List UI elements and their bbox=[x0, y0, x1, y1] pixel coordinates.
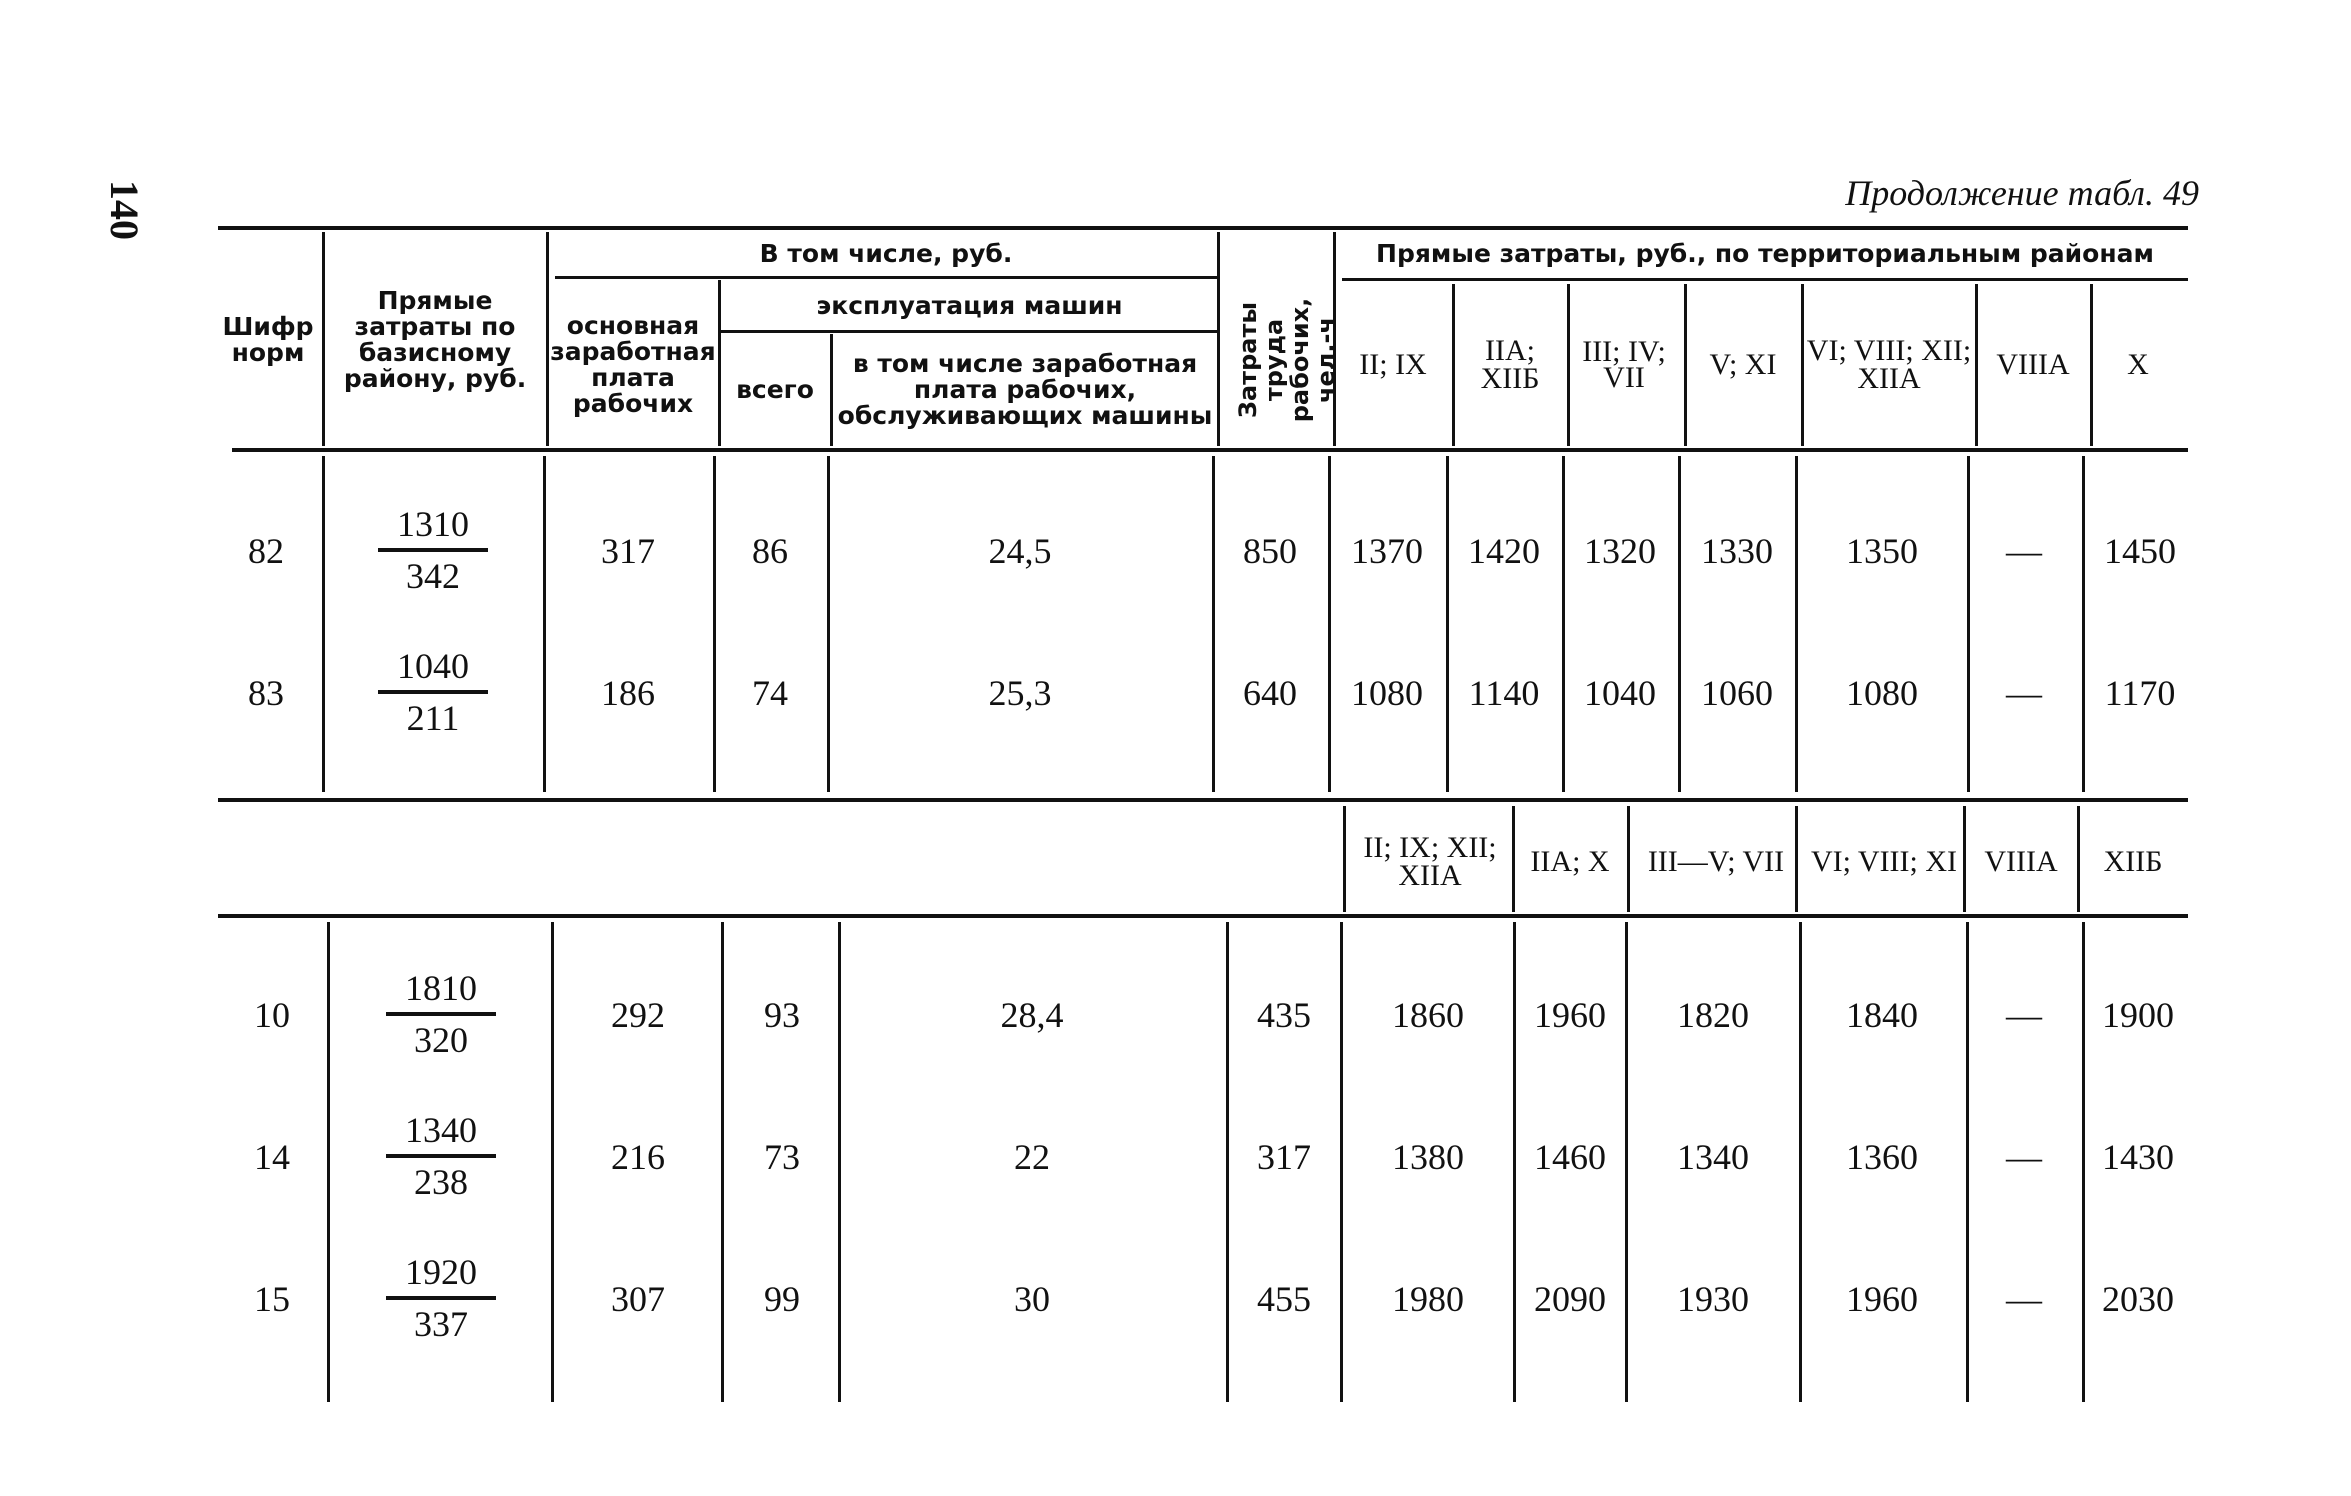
fraction-numerator: 1340 bbox=[386, 1108, 496, 1158]
header-total: всего bbox=[736, 375, 814, 404]
rule bbox=[1567, 284, 1570, 446]
cell-machine-wage: 22 bbox=[1014, 1137, 1050, 1177]
cell-region: 1900 bbox=[2102, 995, 2174, 1035]
cell-total: 73 bbox=[764, 1137, 800, 1177]
rule bbox=[1343, 806, 1346, 912]
cell-region: — bbox=[2006, 531, 2042, 571]
cell-region: 1460 bbox=[1534, 1137, 1606, 1177]
header-including: В том числе, руб. bbox=[759, 239, 1013, 268]
cell-code: 14 bbox=[254, 1137, 290, 1177]
cell-region: 1860 bbox=[1392, 995, 1464, 1035]
cell-labor: 455 bbox=[1257, 1279, 1311, 1319]
cell-code: 83 bbox=[248, 673, 284, 713]
rule bbox=[1342, 278, 2188, 281]
region-header: VI; VIII; XII; XIIA bbox=[1806, 334, 1972, 395]
rule bbox=[713, 456, 716, 792]
fraction-numerator: 1920 bbox=[386, 1250, 496, 1300]
cell-direct-cost bbox=[378, 502, 488, 600]
region-header: III—V; VII bbox=[1647, 845, 1785, 878]
cell-direct-cost bbox=[386, 1108, 496, 1206]
cell-region: 1840 bbox=[1846, 995, 1918, 1035]
rule bbox=[551, 922, 554, 1402]
cell-basic-wage: 292 bbox=[611, 995, 665, 1035]
header-code: Шифр норм bbox=[222, 312, 314, 367]
header-bottom-rule bbox=[232, 448, 2188, 452]
header-machine-operation: эксплуатация машин bbox=[816, 291, 1123, 320]
cell-region: 1320 bbox=[1584, 531, 1656, 571]
rule bbox=[1562, 456, 1565, 792]
region-header: II; IX; XII; XIIA bbox=[1363, 831, 1497, 892]
region-header: V; XI bbox=[1709, 348, 1777, 381]
header-labor: Затраты труда рабочих, чел.-ч bbox=[1234, 297, 1340, 423]
region-header: VIIIA bbox=[1984, 845, 2058, 878]
cell-region: 1080 bbox=[1351, 673, 1423, 713]
fraction-numerator: 1810 bbox=[386, 966, 496, 1016]
cell-region: 1060 bbox=[1701, 673, 1773, 713]
cell-total: 93 bbox=[764, 995, 800, 1035]
cell-region: 1430 bbox=[2102, 1137, 2174, 1177]
cell-region: 2090 bbox=[1534, 1279, 1606, 1319]
cell-labor: 850 bbox=[1243, 531, 1297, 571]
cell-region: 1370 bbox=[1351, 531, 1423, 571]
cell-region: 1330 bbox=[1701, 531, 1773, 571]
fraction-denominator: 320 bbox=[414, 1020, 468, 1060]
cell-region: 1140 bbox=[1468, 673, 1540, 713]
cell-region: 1960 bbox=[1534, 995, 1606, 1035]
cell-region: 1820 bbox=[1677, 995, 1749, 1035]
cell-region: 1170 bbox=[2104, 673, 2176, 713]
cell-region: 1360 bbox=[1846, 1137, 1918, 1177]
cell-region: 1980 bbox=[1392, 1279, 1464, 1319]
rule bbox=[1627, 806, 1630, 912]
cell-code: 10 bbox=[254, 995, 290, 1035]
region-header: VI; VIII; XI bbox=[1810, 845, 1958, 878]
header-direct-costs-base: Прямые затраты по базисному району, руб. bbox=[343, 286, 527, 393]
page-number: 140 bbox=[102, 180, 147, 240]
rule bbox=[1795, 806, 1798, 912]
rule bbox=[1212, 456, 1215, 792]
cell-region: — bbox=[2006, 1137, 2042, 1177]
cell-region: 1960 bbox=[1846, 1279, 1918, 1319]
rule bbox=[543, 456, 546, 792]
fraction-denominator: 238 bbox=[414, 1162, 468, 1202]
cell-direct-cost bbox=[386, 1250, 496, 1348]
region-header: III; IV; VII bbox=[1582, 335, 1666, 394]
fraction-numerator: 1310 bbox=[378, 502, 488, 552]
cell-region: — bbox=[2006, 673, 2042, 713]
cell-machine-wage: 28,4 bbox=[1000, 995, 1064, 1035]
cell-basic-wage: 216 bbox=[611, 1137, 665, 1177]
fraction-denominator: 211 bbox=[406, 698, 460, 738]
fraction-denominator: 342 bbox=[406, 556, 460, 596]
header-machine-wage: в том числе заработная плата рабочих, обслуживающих машины bbox=[837, 349, 1213, 430]
cell-machine-wage: 25,3 bbox=[988, 673, 1052, 713]
region-header: IIA; XIIБ bbox=[1480, 334, 1540, 395]
cell-basic-wage: 186 bbox=[601, 673, 655, 713]
section-divider bbox=[218, 798, 2188, 802]
rule bbox=[830, 334, 833, 446]
cell-direct-cost bbox=[378, 644, 488, 742]
section2-header-bottom-rule bbox=[218, 914, 2188, 918]
cell-code: 82 bbox=[248, 531, 284, 571]
cell-code: 15 bbox=[254, 1279, 290, 1319]
cell-total: 99 bbox=[764, 1279, 800, 1319]
region-header: II; IX bbox=[1359, 348, 1427, 381]
cell-region: 2030 bbox=[2102, 1279, 2174, 1319]
cell-labor: 435 bbox=[1257, 995, 1311, 1035]
top-rule bbox=[218, 226, 2188, 230]
cell-region: 1340 bbox=[1677, 1137, 1749, 1177]
region-header: IIA; X bbox=[1530, 845, 1610, 878]
rule bbox=[1799, 922, 1802, 1402]
cell-basic-wage: 317 bbox=[601, 531, 655, 571]
cell-machine-wage: 30 bbox=[1014, 1279, 1050, 1319]
rule bbox=[1801, 284, 1804, 446]
cell-region: — bbox=[2006, 995, 2042, 1035]
rule bbox=[2082, 456, 2085, 792]
region-header: VIIIA bbox=[1996, 348, 2070, 381]
fraction-numerator: 1040 bbox=[378, 644, 488, 694]
rule bbox=[322, 232, 325, 446]
rule bbox=[1328, 456, 1331, 792]
rule bbox=[720, 330, 1217, 333]
header-basic-wage: основная заработная плата рабочих bbox=[550, 311, 716, 418]
cell-region: — bbox=[2006, 1279, 2042, 1319]
cell-region: 1080 bbox=[1846, 673, 1918, 713]
rule bbox=[555, 276, 1217, 279]
cell-machine-wage: 24,5 bbox=[988, 531, 1052, 571]
cell-total: 74 bbox=[752, 673, 788, 713]
cell-basic-wage: 307 bbox=[611, 1279, 665, 1319]
rule bbox=[322, 456, 325, 792]
rule bbox=[827, 456, 830, 792]
cell-region: 1380 bbox=[1392, 1137, 1464, 1177]
rule bbox=[1678, 456, 1681, 792]
cell-direct-cost bbox=[386, 966, 496, 1064]
header-regions-title: Прямые затраты, руб., по территориальным районам bbox=[1376, 239, 2154, 268]
rule bbox=[1795, 456, 1798, 792]
rule bbox=[546, 232, 549, 446]
cell-region: 1450 bbox=[2104, 531, 2176, 571]
region-header: XIIБ bbox=[2103, 845, 2163, 878]
cell-region: 1040 bbox=[1584, 673, 1656, 713]
region-header: X bbox=[2127, 348, 2149, 381]
rule bbox=[1217, 232, 1220, 446]
table-caption: Продолжение табл. 49 bbox=[1845, 173, 2199, 213]
cell-region: 1930 bbox=[1677, 1279, 1749, 1319]
cell-region: 1350 bbox=[1846, 531, 1918, 571]
cell-total: 86 bbox=[752, 531, 788, 571]
cell-labor: 317 bbox=[1257, 1137, 1311, 1177]
cell-region: 1420 bbox=[1468, 531, 1540, 571]
fraction-denominator: 337 bbox=[414, 1304, 468, 1344]
rule bbox=[1967, 456, 1970, 792]
cell-labor: 640 bbox=[1243, 673, 1297, 713]
rule bbox=[718, 280, 721, 446]
rule bbox=[1446, 456, 1449, 792]
